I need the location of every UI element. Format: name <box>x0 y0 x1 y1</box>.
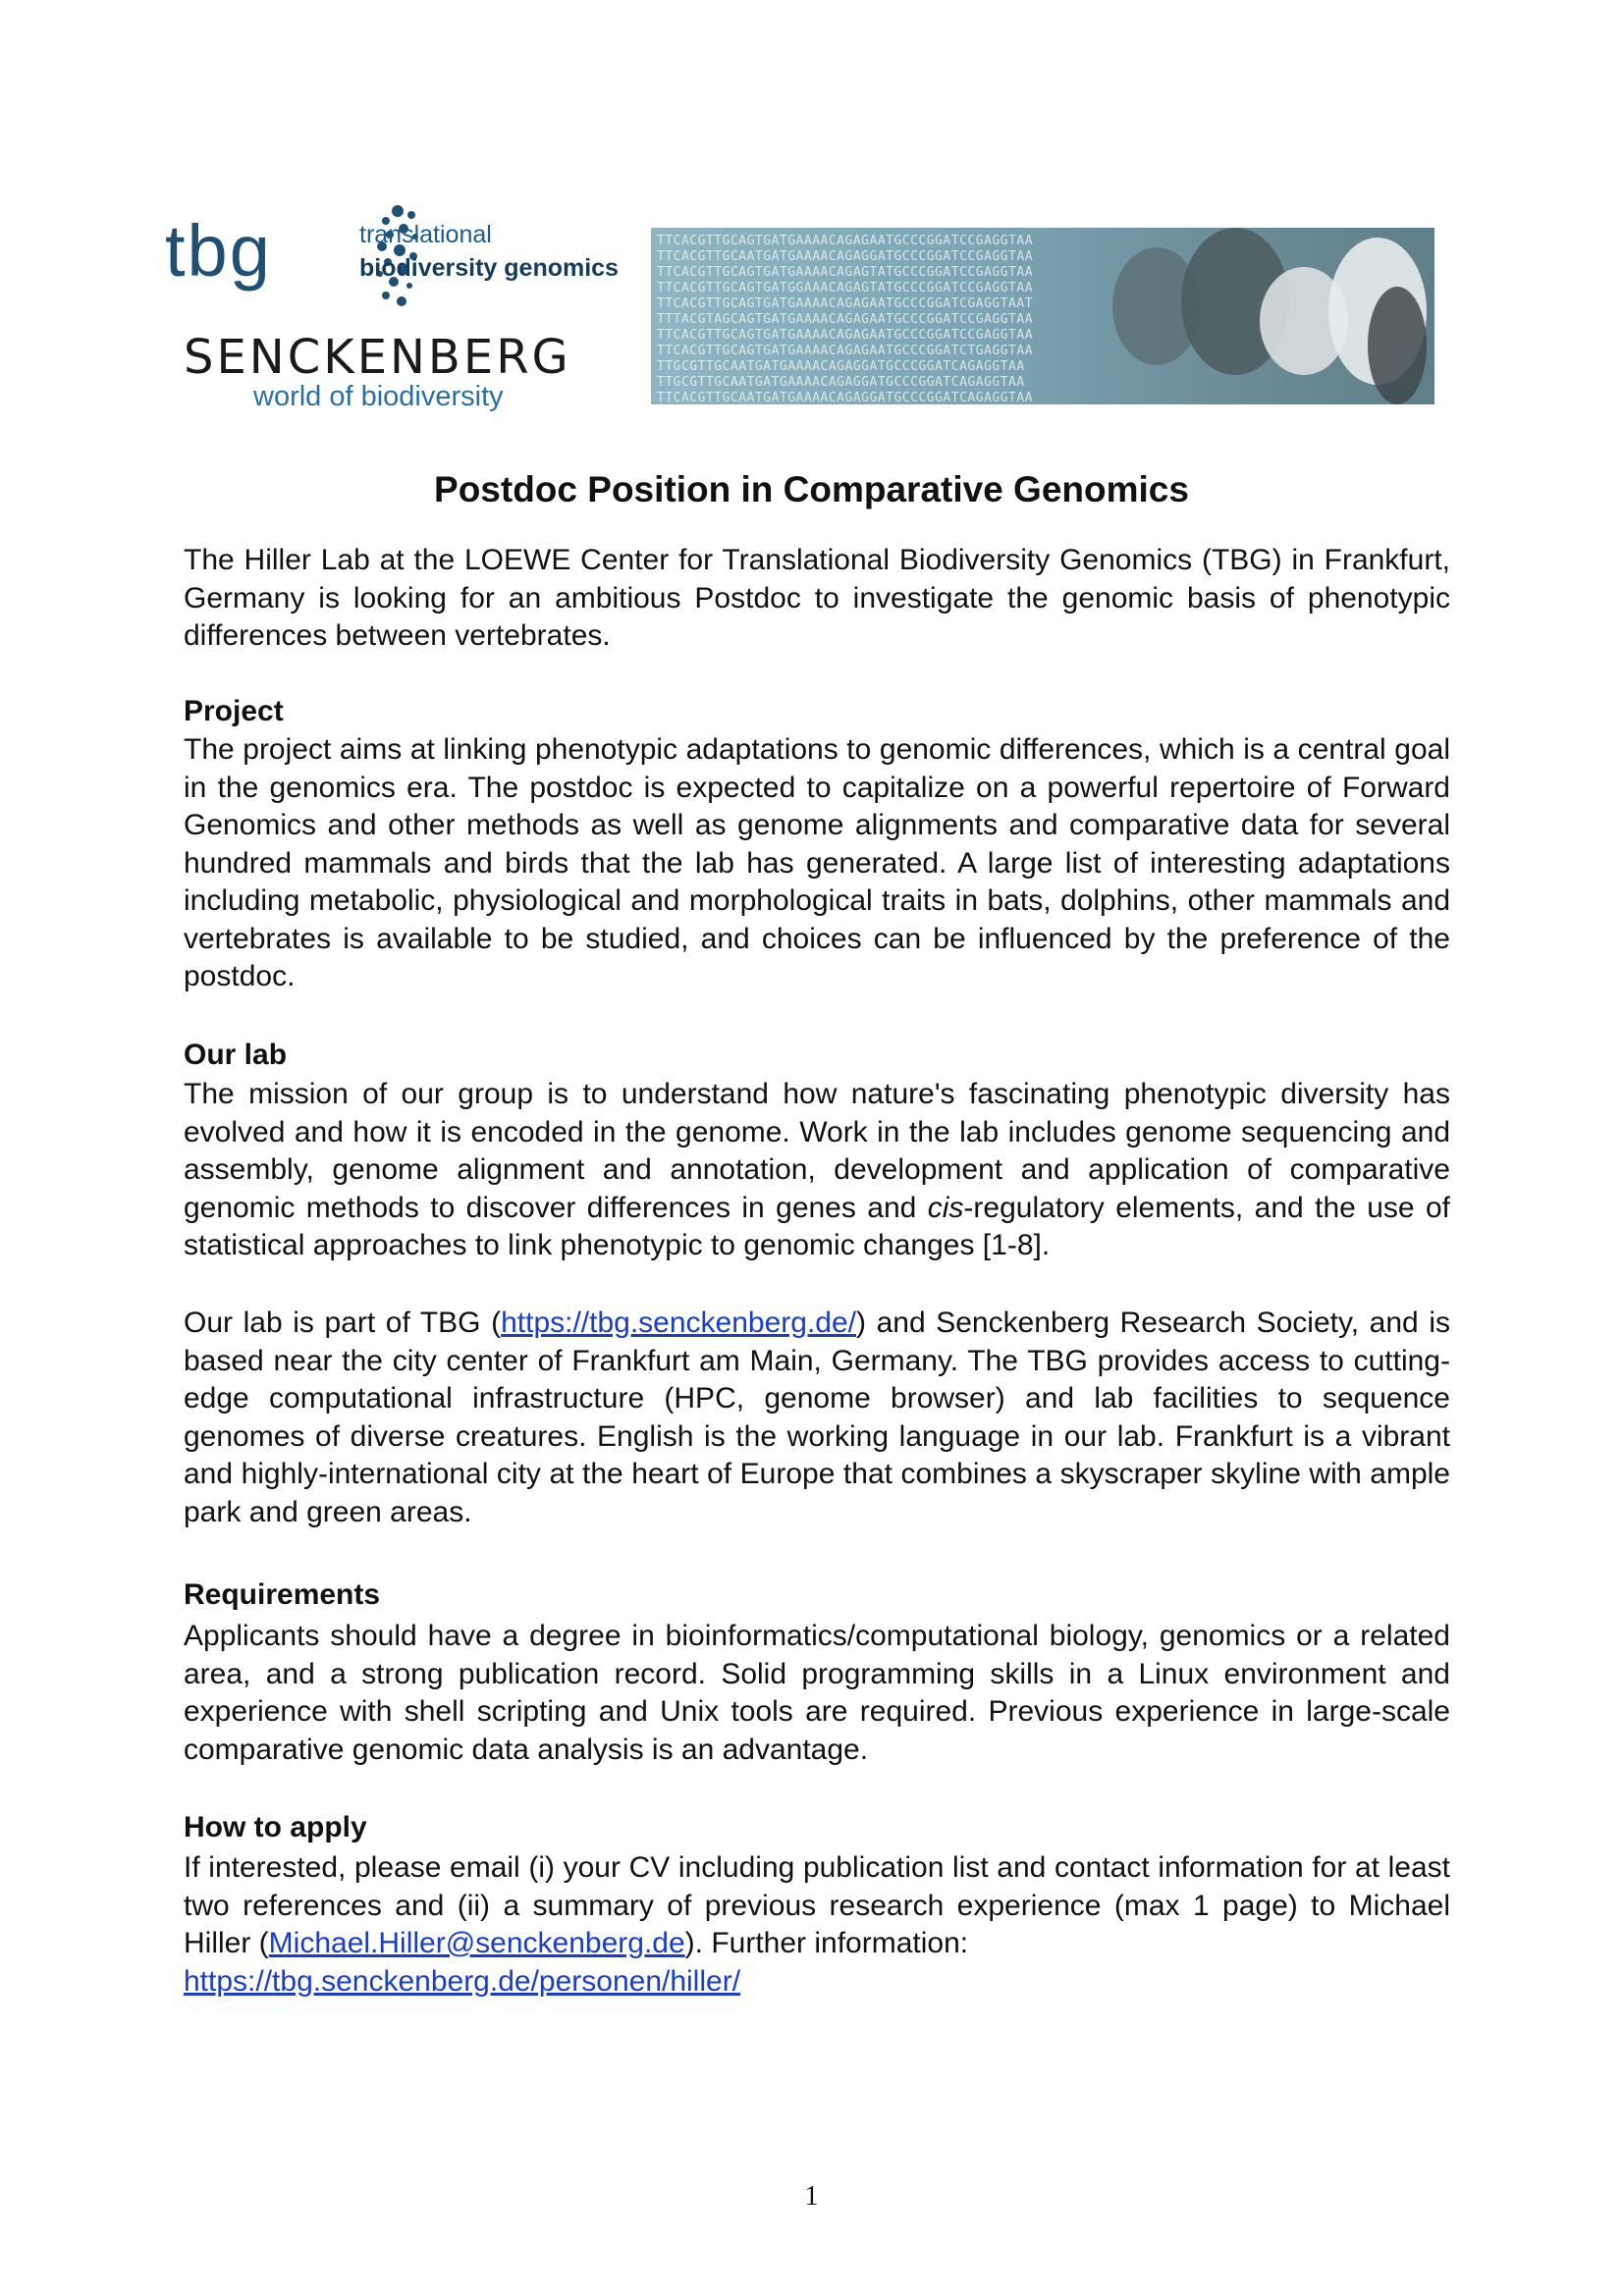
requirements-heading: Requirements <box>184 1578 381 1611</box>
our-lab-heading: Our lab <box>184 1039 288 1071</box>
tbg-logo-line1: translational <box>359 221 492 248</box>
senckenberg-tagline: world of biodiversity <box>253 381 504 412</box>
tbg-logo-line2: biodiversity genomics <box>359 254 619 282</box>
senckenberg-logo: SENCKENBERG <box>184 330 571 385</box>
dna-sequence-row: TTGCGTTGCAATGATGAAAACAGAGGATGCCCGGATCAGAGGTAA <box>657 359 1025 374</box>
how-to-apply-heading: How to apply <box>184 1811 367 1843</box>
dna-sequence-row: TTGCGTTGCAATGATGAAAACAGAGGATGCCCGGATCAGAGGTAA <box>657 375 1025 390</box>
header-banner-image <box>651 228 1434 404</box>
hiller-profile-link[interactable]: https://tbg.senckenberg.de/personen/hiller/ <box>184 1964 741 1998</box>
project-paragraph: The project aims at linking phenotypic adaptations to genomic differences, which is a central goal in the genomics era. The postdoc is expected to capitalize on a powerful repertoire of Forward Genomics and other methods as well as genome alignments and comparative data for several hundred mammals and birds that the lab has generated. A large list of interesting adaptations including metabolic, physiological and morphological traits in bats, dolphins, other mammals and vertebrates is available to be studied, and choices can be influenced by the preference of the postdoc. <box>184 733 1450 992</box>
page-number: 1 <box>804 2181 819 2212</box>
email-link[interactable]: Michael.Hiller@senckenberg.de <box>268 1927 685 1959</box>
tbg-website-link[interactable]: https://tbg.senckenberg.de/ <box>501 1307 856 1339</box>
dna-sequence-row: TTCACGTTGCAATGATGAAAACAGAGGATGCCCGGATCAGAGGTAA <box>657 391 1034 404</box>
dna-sequence-row: TTCACGTTGCAGTGATGAAAACAGAGAATGCCCGGATCCGAGGTAA <box>657 234 1034 248</box>
our-lab-p2-text: Our lab is part of TBG ( <box>184 1307 502 1339</box>
requirements-paragraph: Applicants should have a degree in bioinformatics/computational biology, genomics or a related area, and a strong publication record. Solid programming skills in a Linux environment and experience with shell scripting and Unix tools are required. Previous experience in large-scale comparative genomic data analysis is an advantage. <box>184 1620 1450 1766</box>
dna-sequence-row: TTCACGTTGCAGTGATGAAAACAGAGTATGCCCGGATCCGAGGTAA <box>657 265 1034 280</box>
our-lab-p2-text-cont: ) and Senckenberg Research Society, and is based near the city center of Frankfurt am Main, Germany. The TBG provides access to cutting-edge computational infrastructure (HPC, genome browser) and lab facilities to sequence genomes of diverse creatures. English is the working language in our lab. Frankfurt is a vibrant and highly-international city at the heart of Europe that combines a skyscraper skyline with ample park and green areas. <box>184 1307 1450 1528</box>
project-heading: Project <box>184 695 284 727</box>
dna-sequence-row: TTCACGTTGCAGTGATGAAAACAGAGAATGCCCGGATCTGAGGTAA <box>657 344 1034 358</box>
animal-silhouette <box>1368 287 1427 404</box>
tbg-logo <box>165 201 636 309</box>
our-lab-paragraph-2 <box>184 1305 1450 1531</box>
our-lab-text: The mission of our group is to understand how nature's fascinating phenotypic diversity has evolved and how it is encoded in the genome. Work in the lab includes genome sequencing and assembly, genome alignment and annotation, development and application of comparative genomic methods to discover differences in genes and <box>184 1078 1450 1224</box>
cis-italic: cis <box>927 1191 964 1224</box>
tbg-logo-word: tbg <box>165 210 272 292</box>
intro-paragraph: The Hiller Lab at the LOEWE Center for Translational Biodiversity Genomics (TBG) in Frankfurt, Germany is looking for an ambitious Postdoc to investigate the genomic basis of phenotypic differences between vertebrates. <box>184 544 1450 652</box>
dna-sequence-row: TTCACGTTGCAGTGATGAAAACAGAGAATGCCCGGATCGAGGTAAT <box>657 296 1034 311</box>
how-to-apply-paragraph <box>184 1849 1450 2001</box>
dna-sequence-row: TTCACGTTGCAGTGATGAAAACAGAGAATGCCCGGATCCGAGGTAA <box>657 328 1034 343</box>
our-lab-text-cont: -regulatory elements, and the use of statistical approaches to link phenotypic to genomic changes [1-8]. <box>184 1191 1451 1261</box>
our-lab-paragraph-1 <box>184 1076 1450 1265</box>
dna-sequence-row: TTCACGTTGCAATGATGAAAACAGAGGATGCCCGGATCCGAGGTAA <box>657 249 1034 264</box>
dna-sequence-row: TTTACGTAGCAGTGATGAAAACAGAGAATGCCCGGATCCGAGGTAA <box>657 312 1034 327</box>
dna-sequence-row: TTCACGTTGCAGTGATGGAAACAGAGTATGCCCGGATCCGAGGTAA <box>657 281 1034 295</box>
apply-text-cont: ). Further information: <box>684 1927 969 1959</box>
apply-text: If interested, please email (i) your CV including publication list and contact information for at least two references and (ii) a summary of previous research experience (max 1 page) to Michael Hiller ( <box>184 1851 1450 1959</box>
page-title: Postdoc Position in Comparative Genomics <box>434 469 1189 509</box>
